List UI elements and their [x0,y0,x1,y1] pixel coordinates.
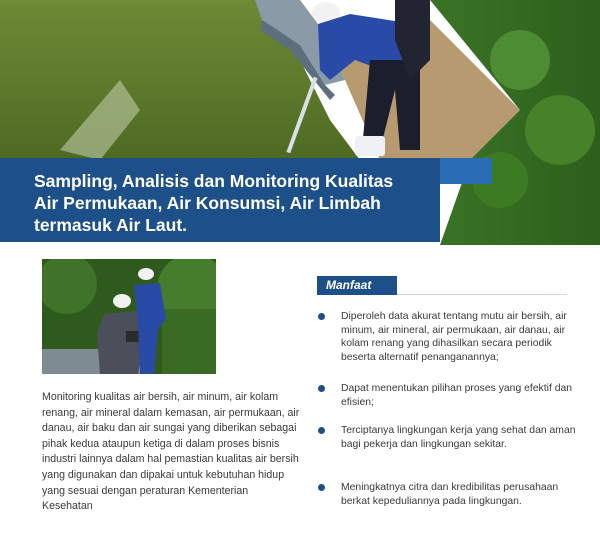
benefit-text: Terciptanya lingkungan kerja yang sehat dan aman bagi pekerja dan lingkungan sekitar. [341,425,576,450]
title-line-1: Sampling, Analisis dan Monitoring Kualitas [34,171,394,191]
banner-accent-block [440,158,492,184]
inset-photo [42,259,216,374]
benefits-heading: Manfaat [317,276,397,295]
title-banner [0,158,440,242]
benefit-item [316,481,576,508]
benefit-item [316,424,576,481]
body-paragraph: Monitoring kualitas air bersih, air minum, air kolam renang, air mineral dalam kemasan, air permukaan, air danau, air baku dan air sungai yang diberikan sebagai pihak kedua ataupun ketiga di dalam proses bisnis industri lainnya dalam hal pemastian kualitas air bersih yang digunakan dan dipakai untuk kebutuhan hidup yang sesuai dengan peraturan Kementerian Kesehatan [42,391,300,513]
bullet-icon [318,427,325,434]
benefits-heading-rule [397,294,567,295]
benefit-item [316,382,576,424]
benefit-text: Diperoleh data akurat tentang mutu air bersih, air minum, air mineral, air permukaan, air danau, air kolam renang yang dihasilkan secara periodik beserta alternatif penanganannya; [341,311,567,363]
benefits-list [316,310,576,508]
title-line-3: termasuk Air Laut. [34,215,188,235]
bullet-icon [318,313,325,320]
bullet-icon [318,385,325,392]
benefit-text: Dapat menentukan pilihan proses yang efektif dan efisien; [341,383,573,408]
bullet-icon [318,484,325,491]
benefit-item [316,310,576,382]
title-line-2: Air Permukaan, Air Konsumsi, Air Limbah [34,193,381,213]
inset-photo-illustration [42,259,216,374]
benefit-text: Meningkatnya citra dan kredibilitas perusahaan berkat kepeduliannya pada lingkungan. [341,482,559,507]
